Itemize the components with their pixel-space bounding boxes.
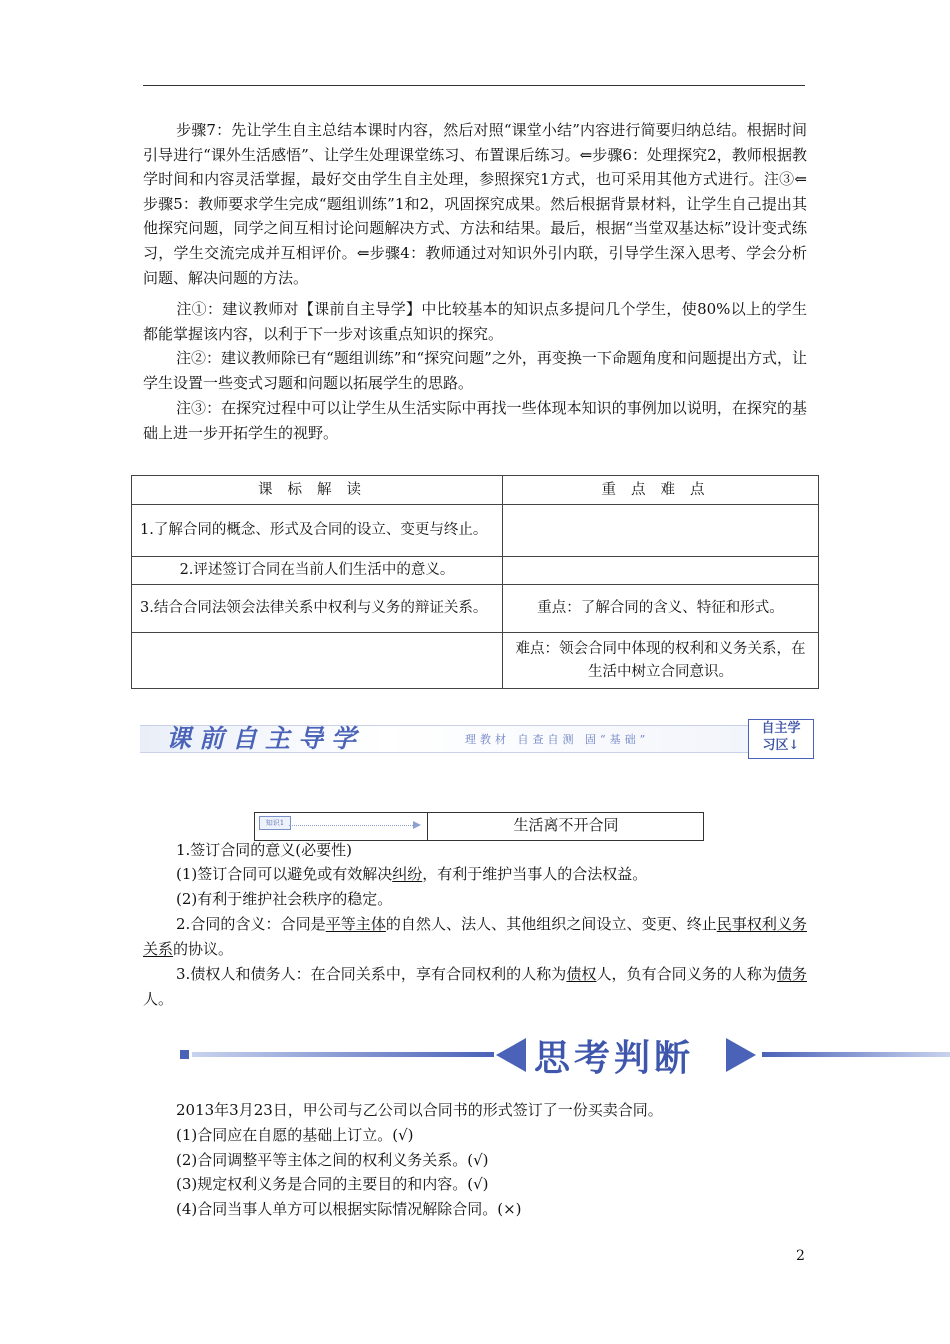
table-cell: 重点：了解合同的含义、特征和形式。 <box>503 585 819 633</box>
think-judge-banner <box>178 1030 950 1080</box>
think-question: (2)合同调整平等主体之间的权利义务关系。(√) <box>176 1151 489 1169</box>
note-3: 注③：在探究过程中可以让学生从生活实际中再找一些体现本知识的事例加以说明，在探究的基础上进一步开拓学生的视野。 <box>143 399 807 442</box>
banner-title: 课前自主导学 <box>166 724 365 753</box>
think-intro: 2013年3月23日，甲公司与乙公司以合同书的形式签订了一份买卖合同。 <box>176 1101 663 1119</box>
content-line: (2)有利于维护社会秩序的稳定。 <box>176 890 393 908</box>
knowledge-tag-area <box>255 813 427 840</box>
think-label: 思考判断 <box>534 1038 695 1079</box>
content-line: 2.合同的含义：合同是平等主体的自然人、法人、其他组织之间设立、变更、终止民事权利义务关系的协议。 <box>143 915 807 958</box>
table-cell: 2.评述签订合同在当前人们生活中的意义。 <box>132 557 503 585</box>
table-cell <box>503 557 819 585</box>
note-2: 注②：建议教师除已有“题组训练”和“探究问题”之外，再变换一下命题角度和问题提出方式，让学生设置一些变式习题和问题以拓展学生的思路。 <box>143 349 807 392</box>
table-cell: 难点：领会合同中体现的权利和义务关系，在生活中树立合同意识。 <box>503 633 819 689</box>
knowledge-title: 生活离不开合同 <box>427 813 704 840</box>
think-question: (4)合同当事人单方可以根据实际情况解除合同。(×) <box>176 1200 522 1218</box>
arrow-icon <box>413 821 421 829</box>
badge-line: 习区↓ <box>762 738 800 753</box>
triangle-right-icon <box>726 1038 756 1072</box>
badge-line: 自主学 <box>761 721 801 736</box>
table-cell: 3.结合合同法领会法律关系中权利与义务的辩证关系。 <box>132 585 503 633</box>
page-number: 2 <box>796 1248 805 1264</box>
table-cell: 1.了解合同的概念、形式及合同的设立、变更与终止。 <box>132 505 503 557</box>
decor-line <box>192 1052 494 1057</box>
content-line: (1)签订合同可以避免或有效解决纠纷，有利于维护当事人的合法权益。 <box>176 865 648 883</box>
banner-badge <box>748 719 814 759</box>
note-1: 注①：建议教师对【课前自主导学】中比较基本的知识点多提问几个学生，使80%以上的学生都能掌握该内容，以利于下一步对该重点知识的探究。 <box>143 300 807 343</box>
step-paragraph: 步骤7：先让学生自主总结本课时内容，然后对照“课堂小结”内容进行简要归纳总结。根据时间引导进行“课外生活感悟”、让学生处理课堂练习、布置课后练习。⇐步骤6：处理探究2，教师根据教学时间和内容灵活掌握，最好交由学生自主处理，参照探究1方式，也可采用其他方式进行。注③⇐步骤5：教师要求学生完成“题组训练”1和2，巩固探究成果。然后根据背景材料，让学生自己提出其他探究问题，同学之间互相讨论问题解决方式、方法和结果。最后，根据“当堂双基达标”设计变式练习，学生交流完成并互相评价。⇐步骤4：教师通过对知识外引内联，引导学生深入思考、学会分析问题、解决问题的方法。 <box>143 121 807 287</box>
header-rule <box>143 85 805 86</box>
banner-subtitle: 理教材 自查自测 固“基础” <box>465 733 650 746</box>
arrow-line <box>289 825 417 826</box>
think-question: (1)合同应在自愿的基础上订立。(√) <box>176 1126 414 1144</box>
knowledge-box <box>254 812 704 841</box>
square-icon <box>180 1050 189 1059</box>
content-heading-1: 1.签订合同的意义(必要性) <box>176 841 353 859</box>
triangle-left-icon <box>496 1038 526 1072</box>
curriculum-table <box>131 475 819 689</box>
content-line: 3.债权人和债务人：在合同关系中，享有合同权利的人称为债权人，负有合同义务的人称为债务人。 <box>143 965 807 1008</box>
decor-line <box>762 1052 950 1057</box>
think-question: (3)规定权利义务是合同的主要目的和内容。(√) <box>176 1175 489 1193</box>
table-header-right: 重点难点 <box>503 476 819 505</box>
knowledge-tag: 知识1 <box>259 816 291 830</box>
section-banner <box>140 717 816 759</box>
table-cell <box>132 633 503 689</box>
table-header-left: 课标解读 <box>132 476 503 505</box>
table-cell <box>503 505 819 557</box>
